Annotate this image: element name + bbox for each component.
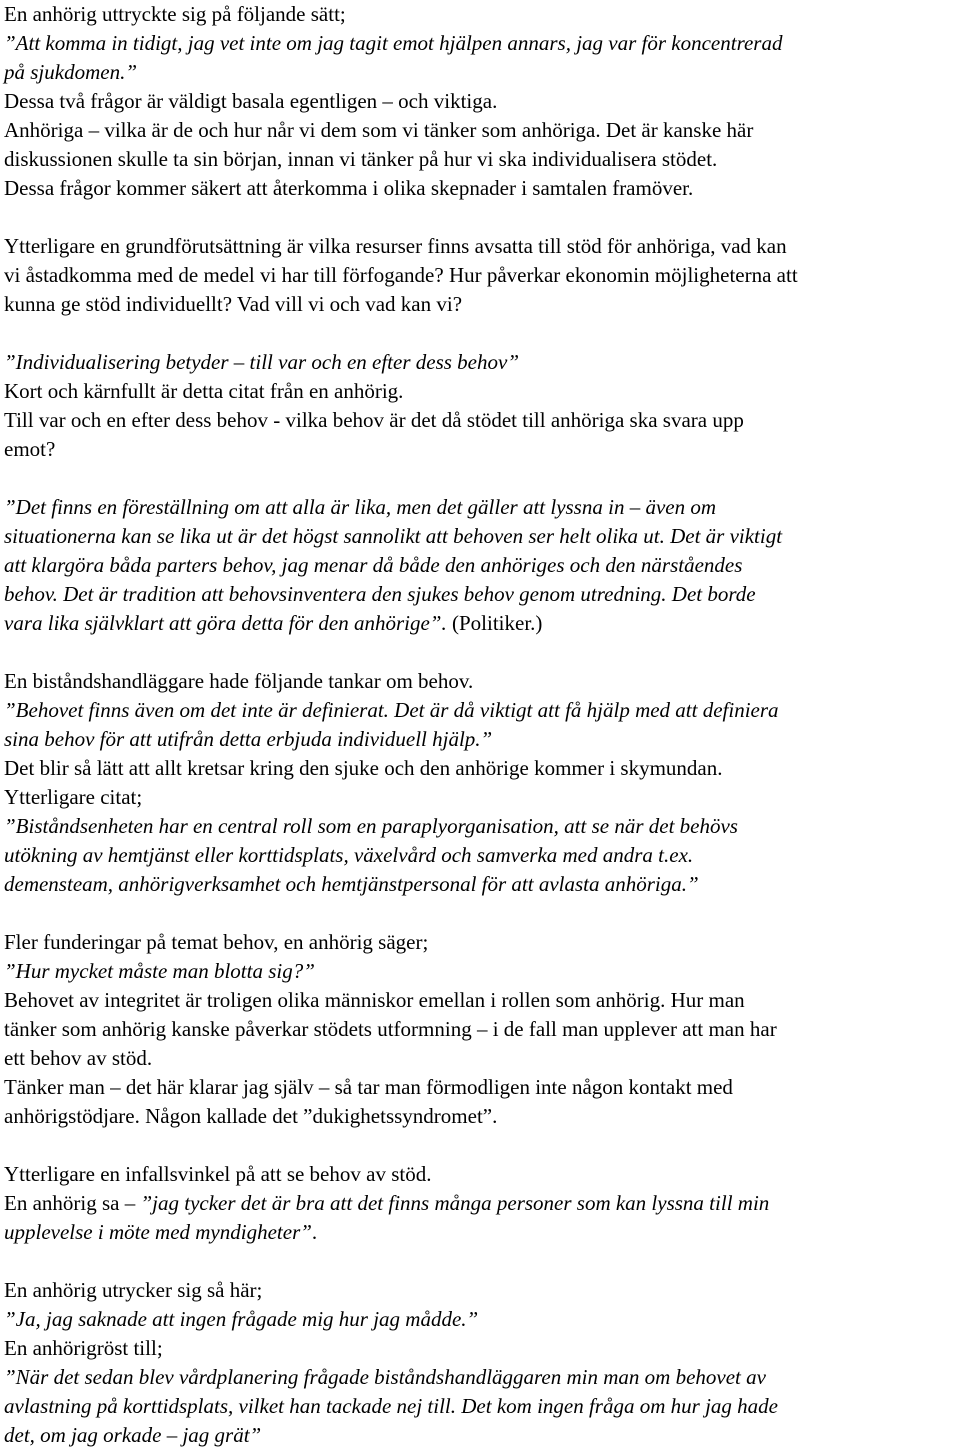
document-page xyxy=(4,0,958,1450)
quote-text: ”jag tycker det är bra att det finns många personer som kan lyssna till min xyxy=(140,1191,770,1215)
body-text: anhörigstödjare. Någon kallade det ”dukighetssyndromet”. xyxy=(4,1104,498,1128)
body-text: kunna ge stöd individuellt? Vad vill vi och vad kan vi? xyxy=(4,292,463,316)
paragraph-gap xyxy=(4,464,958,493)
body-text: Dessa två frågor är väldigt basala egentligen – och viktiga. xyxy=(4,89,498,113)
body-text: Fler funderingar på temat behov, en anhörig säger; xyxy=(4,930,429,954)
body-text: ett behov av stöd. xyxy=(4,1046,153,1070)
text-line xyxy=(4,232,958,261)
body-text: Till var och en efter dess behov - vilka behov är det då stödet till anhöriga ska svara upp xyxy=(4,408,744,432)
text-line xyxy=(4,725,958,754)
paragraph xyxy=(4,928,958,1131)
body-text: Det blir så lätt att allt kretsar kring den sjuke och den anhörige kommer i skymundan. xyxy=(4,756,723,780)
text-line xyxy=(4,290,958,319)
paragraph-gap xyxy=(4,319,958,348)
text-line xyxy=(4,1073,958,1102)
body-text: tänker som anhörig kanske påverkar stödets utformning – i de fall man upplever att man har xyxy=(4,1017,777,1041)
body-text: emot? xyxy=(4,437,56,461)
text-line xyxy=(4,1189,958,1218)
text-line xyxy=(4,493,958,522)
text-line xyxy=(4,580,958,609)
quote-text: att klargöra båda parters behov, jag menar då både den anhöriges och den närståendes xyxy=(4,553,743,577)
paragraph-gap xyxy=(4,638,958,667)
paragraph xyxy=(4,232,958,319)
paragraph-gap xyxy=(4,203,958,232)
body-text: Ytterligare en grundförutsättning är vilka resurser finns avsatta till stöd för anhöriga, vad kan xyxy=(4,234,787,258)
quote-text: situationerna kan se lika ut är det högst sannolikt att behoven ser helt olika ut. Det är viktigt xyxy=(4,524,783,548)
body-text: Kort och kärnfullt är detta citat från en anhörig. xyxy=(4,379,404,403)
paragraph xyxy=(4,348,958,464)
text-line xyxy=(4,812,958,841)
text-line xyxy=(4,1102,958,1131)
paragraph xyxy=(4,493,958,638)
text-line xyxy=(4,1160,958,1189)
body-text: Tänker man – det här klarar jag själv – så tar man förmodligen inte någon kontakt med xyxy=(4,1075,733,1099)
text-line xyxy=(4,1392,958,1421)
text-line xyxy=(4,609,958,638)
body-text: En anhörig uttryckte sig på följande sätt; xyxy=(4,2,346,26)
paragraph xyxy=(4,667,958,899)
text-line xyxy=(4,435,958,464)
quote-text: det, om jag orkade – jag grät” xyxy=(4,1423,262,1447)
text-line xyxy=(4,406,958,435)
paragraph-gap xyxy=(4,899,958,928)
quote-text: sina behov för att utifrån detta erbjuda individuell hjälp.” xyxy=(4,727,493,751)
text-line xyxy=(4,667,958,696)
text-line xyxy=(4,1218,958,1247)
text-line xyxy=(4,145,958,174)
paragraph xyxy=(4,0,958,203)
text-line xyxy=(4,1015,958,1044)
body-text: En biståndshandläggare hade följande tankar om behov. xyxy=(4,669,474,693)
quote-text: ”Ja, jag saknade att ingen frågade mig hur jag mådde.” xyxy=(4,1307,479,1331)
text-line xyxy=(4,116,958,145)
body-text: . xyxy=(311,1220,318,1244)
quote-text: behov. Det är tradition att behovsinventera den sjukes behov genom utredning. Det borde xyxy=(4,582,756,606)
text-line xyxy=(4,348,958,377)
body-text: vi åstadkomma med de medel vi har till förfogande? Hur påverkar ekonomin möjligheterna att xyxy=(4,263,798,287)
text-line xyxy=(4,957,958,986)
body-text: Anhöriga – vilka är de och hur når vi dem som vi tänker som anhöriga. Det är kanske här xyxy=(4,118,754,142)
text-line xyxy=(4,1044,958,1073)
quote-text: ”Att komma in tidigt, jag vet inte om jag tagit emot hjälpen annars, jag var för koncentrerad xyxy=(4,31,783,55)
body-text: Ytterligare en infallsvinkel på att se behov av stöd. xyxy=(4,1162,432,1186)
quote-text: demensteam, anhörigverksamhet och hemtjänstpersonal för att avlasta anhöriga.” xyxy=(4,872,699,896)
quote-text: upplevelse i möte med myndigheter” xyxy=(4,1220,312,1244)
quote-text: ”Hur mycket måste man blotta sig?” xyxy=(4,959,315,983)
text-line xyxy=(4,87,958,116)
quote-text: vara lika självklart att göra detta för den anhörige”. xyxy=(4,611,447,635)
text-line xyxy=(4,870,958,899)
text-line xyxy=(4,841,958,870)
text-line xyxy=(4,1363,958,1392)
text-line xyxy=(4,261,958,290)
quote-text: ”Individualisering betyder – till var och en efter dess behov” xyxy=(4,350,519,374)
text-line xyxy=(4,377,958,406)
text-line xyxy=(4,928,958,957)
text-line xyxy=(4,1276,958,1305)
text-line xyxy=(4,783,958,812)
body-text: diskussionen skulle ta sin början, innan vi tänker på hur vi ska individualisera stödet. xyxy=(4,147,718,171)
quote-text: avlastning på korttidsplats, vilket han tackade nej till. Det kom ingen fråga om hur jag hade xyxy=(4,1394,778,1418)
body-text: Dessa frågor kommer säkert att återkomma i olika skepnader i samtalen framöver. xyxy=(4,176,694,200)
text-line xyxy=(4,0,958,29)
quote-text: på sjukdomen.” xyxy=(4,60,137,84)
text-line xyxy=(4,696,958,725)
paragraph-gap xyxy=(4,1131,958,1160)
quote-text: utökning av hemtjänst eller korttidsplats, växelvård och samverka med andra t.ex. xyxy=(4,843,694,867)
quote-text: ”Behovet finns även om det inte är definierat. Det är då viktigt att få hjälp med att definiera xyxy=(4,698,779,722)
paragraph xyxy=(4,1276,958,1450)
body-text: Behovet av integritet är troligen olika människor emellan i rollen som anhörig. Hur man xyxy=(4,988,745,1012)
text-line xyxy=(4,986,958,1015)
text-line xyxy=(4,754,958,783)
text-line xyxy=(4,522,958,551)
text-line xyxy=(4,1421,958,1450)
text-line xyxy=(4,174,958,203)
paragraph xyxy=(4,1160,958,1247)
text-line xyxy=(4,29,958,58)
quote-text: ”Det finns en föreställning om att alla är lika, men det gäller att lyssna in – även om xyxy=(4,495,717,519)
quote-text: ”När det sedan blev vårdplanering frågade biståndshandläggaren min man om behovet av xyxy=(4,1365,766,1389)
paragraph-gap xyxy=(4,1247,958,1276)
body-text: En anhörig sa – xyxy=(4,1191,141,1215)
text-line xyxy=(4,1305,958,1334)
text-line xyxy=(4,551,958,580)
body-text: En anhörig utrycker sig så här; xyxy=(4,1278,263,1302)
body-text: En anhörigröst till; xyxy=(4,1336,163,1360)
quote-text: ”Biståndsenheten har en central roll som en paraplyorganisation, att se när det behövs xyxy=(4,814,738,838)
text-line xyxy=(4,58,958,87)
body-text: (Politiker.) xyxy=(446,611,543,635)
text-line xyxy=(4,1334,958,1363)
body-text: Ytterligare citat; xyxy=(4,785,143,809)
